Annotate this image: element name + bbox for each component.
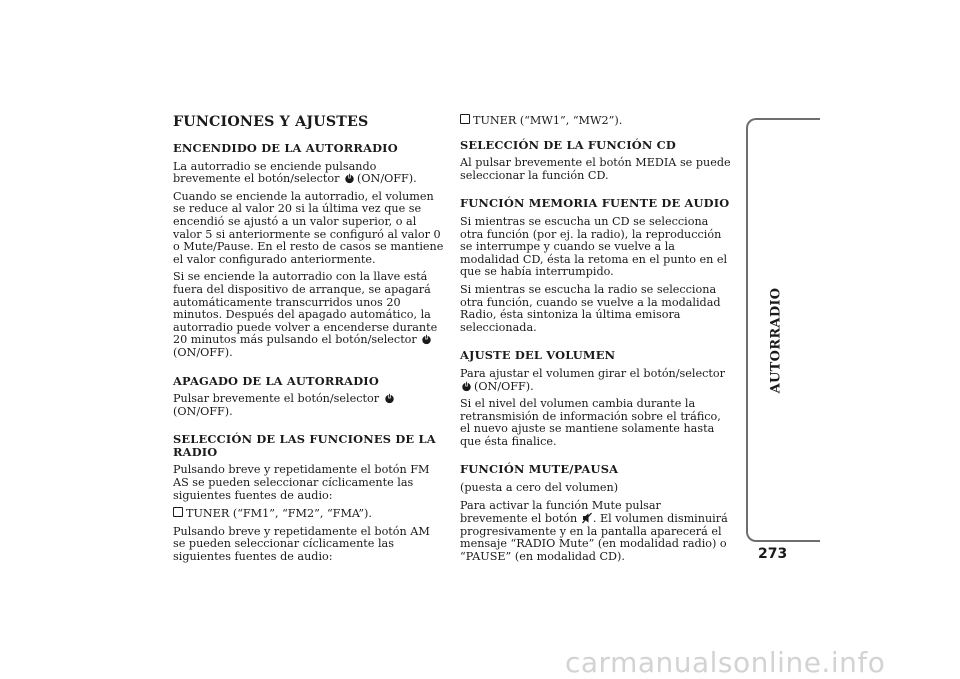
heading-memoria: FUNCIÓN MEMORIA FUENTE DE AUDIO: [460, 196, 730, 211]
power-icon: [384, 393, 395, 404]
watermark: carmanualsonline.info: [565, 646, 886, 679]
paragraph-mute-2: [460, 500, 732, 564]
heading-mute: FUNCIÓN MUTE/PAUSA: [460, 462, 619, 477]
checkbox-bullet-icon: [460, 114, 470, 124]
heading-seleccion: SELECCIÓN DE LAS FUNCIONES DE LA RADIO: [173, 432, 436, 459]
heading-apagado: APAGADO DE LA AUTORRADIO: [173, 373, 379, 388]
section-title: FUNCIONES Y AJUSTES: [173, 114, 369, 130]
heading-volumen: AJUSTE DEL VOLUMEN: [460, 348, 616, 363]
paragraph-encendido-3: [173, 271, 445, 359]
paragraph-seleccion-1: Pulsando breve y repetidamente el botón FM AS se pueden seleccionar cíclicamente las siguientes fuentes de audio:: [173, 463, 430, 502]
paragraph-volumen-2: Si el nivel del volumen cambia durante la retransmisión de información sobre el tráfico, el nuevo ajuste se mantiene solamente hasta que ésta finalice.: [460, 397, 721, 448]
section-side-label: [756, 287, 796, 393]
list-item-mw: [460, 114, 732, 128]
heading-encendido: ENCENDIDO DE LA AUTORRADIO: [173, 141, 398, 155]
paragraph-memoria-1: Si mientras se escucha un CD se selecciona otra función (por ej. la radio), la reproducción se interrumpe y cuando se vuelve a la modalidad CD, ésta la retoma en el punto en el que se había interrumpido.: [460, 214, 728, 279]
paragraph-cd: Al pulsar brevemente el botón MEDIA se puede seleccionar la función CD.: [460, 156, 731, 182]
text-segment: Pulsar brevemente el botón/selector: [173, 392, 380, 406]
text-segment: . El volumen disminuirá progresivamente y en la pantalla aparecerá el mensaje “RADIO Mute” (en modalidad radio) o “PAUSE” (en modalidad CD).: [460, 512, 728, 564]
paragraph-apagado: [173, 393, 445, 418]
power-icon: [421, 334, 432, 345]
list-item-label: TUNER (“MW1”, “MW2”).: [473, 114, 623, 127]
text-segment: (ON/OFF).: [474, 379, 534, 393]
paragraph-seleccion-2: Pulsando breve y repetidamente el botón AM se pueden seleccionar cíclicamente las siguientes fuentes de audio:: [173, 524, 430, 564]
paragraph-mute-1: (puesta a cero del volumen): [460, 481, 619, 495]
text-segment: Para activar la función Mute pulsar brevemente el botón: [460, 498, 661, 526]
text-segment: (ON/OFF).: [173, 345, 233, 359]
text-segment: La autorradio se enciende pulsando brevemente el botón/selector: [173, 159, 377, 186]
list-item-fm: [173, 507, 445, 521]
paragraph-memoria-2: Si mientras se escucha la radio se selecciona otra función, cuando se vuelve a la modalidad Radio, ésta sintoniza la última emisora seleccionada.: [460, 282, 721, 334]
right-column: [460, 114, 732, 569]
paragraph-encendido-2: Cuando se enciende la autorradio, el volumen se reduce al valor 20 si la última vez que se encendió se ajustó a un valor superior, o al valor 5 si anteriormente se configuró al valor 0 o Mute/Pause. En el resto de casos se mantiene el valor configurado anteriormente.: [173, 189, 444, 266]
power-icon: [461, 381, 472, 392]
checkbox-bullet-icon: [173, 507, 183, 517]
side-label-text: AUTORRADIO: [768, 287, 784, 393]
mute-icon: [582, 512, 592, 524]
paragraph-encendido-1: [173, 161, 445, 186]
text-segment: (ON/OFF).: [173, 404, 233, 418]
page-number: 273: [758, 546, 788, 562]
text-segment: Si se enciende la autorradio con la llave está fuera del dispositivo de arranque, se apagará automáticamente transcurridos unos 20 minutos. Después del apagado automático, la autorradio puede volver a encenderse durante 20 minutos más pulsando el botón/selector: [173, 270, 438, 347]
paragraph-volumen-1: [460, 368, 732, 393]
text-segment: (ON/OFF).: [357, 172, 417, 186]
power-icon: [344, 173, 355, 184]
heading-cd: SELECCIÓN DE LA FUNCIÓN CD: [460, 137, 676, 152]
text-segment: Para ajustar el volumen girar el botón/selector: [460, 366, 725, 380]
left-column: [173, 114, 445, 569]
list-item-label: TUNER (“FM1”, “FM2”, “FMA”).: [186, 507, 372, 521]
